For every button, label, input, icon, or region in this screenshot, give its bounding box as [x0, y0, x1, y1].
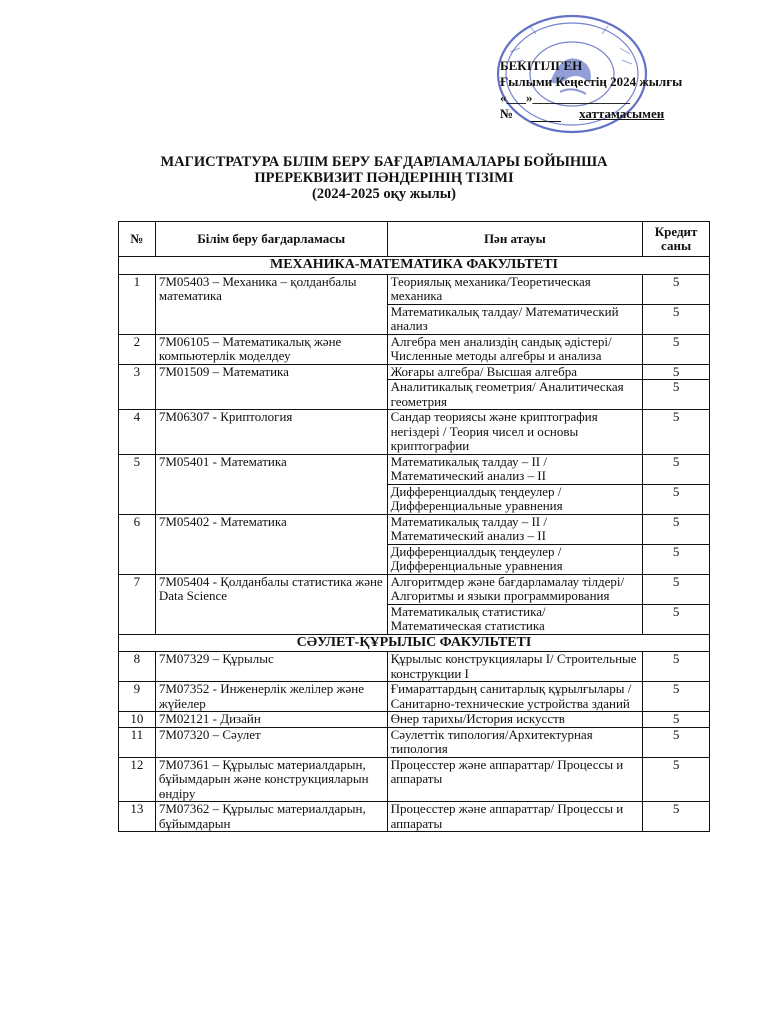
- credit-cell: 5: [643, 682, 710, 712]
- credit-cell: 5: [643, 484, 710, 514]
- table-row: [119, 802, 710, 832]
- faculty-row: [119, 634, 710, 652]
- program-cell: 7M07361 – Құрылыс материалдарын, бұйымдарын және конструкцияларын өндіру: [155, 757, 387, 802]
- program-cell: 7M07329 – Құрылыс: [155, 652, 387, 682]
- subject-cell: Математикалық талдау – II / Математический анализ – II: [387, 454, 643, 484]
- row-number: 3: [119, 364, 156, 410]
- credit-cell: 5: [643, 802, 710, 832]
- table-header-row: [119, 222, 710, 257]
- program-cell: 7M05404 - Қолданбалы статистика және Data Science: [155, 574, 387, 634]
- table-row: [119, 757, 710, 802]
- credit-cell: 5: [643, 652, 710, 682]
- credit-cell: 5: [643, 712, 710, 728]
- approval-number-label: №: [500, 106, 514, 121]
- header-subject: Пән атауы: [387, 222, 643, 257]
- subject-cell: Процесстер және аппараттар/ Процессы и аппараты: [387, 802, 643, 832]
- subject-cell: Математикалық статистика/ Математическая статистика: [387, 604, 643, 634]
- subject-cell: Дифференциалдық теңдеулер / Дифференциальные уравнения: [387, 484, 643, 514]
- row-number: 1: [119, 274, 156, 334]
- approval-protocol: [500, 106, 730, 122]
- approval-date: «___»_______________: [500, 90, 630, 105]
- row-number: 2: [119, 334, 156, 364]
- program-cell: 7M05401 - Математика: [155, 454, 387, 514]
- header-program: Білім беру бағдарламасы: [155, 222, 387, 257]
- row-number: 12: [119, 757, 156, 802]
- program-cell: 7M07320 – Сәулет: [155, 727, 387, 757]
- program-cell: 7M06105 – Математикалық және компьютерлік моделдеу: [155, 334, 387, 364]
- table-body: [119, 257, 710, 832]
- approval-block: [500, 58, 730, 122]
- table-row: [119, 652, 710, 682]
- prerequisites-table: [118, 221, 710, 832]
- program-cell: 7M07362 – Құрылыс материалдарын, бұйымдарын: [155, 802, 387, 832]
- program-cell: 7M05402 - Математика: [155, 514, 387, 574]
- row-number: 5: [119, 454, 156, 514]
- faculty-name: МЕХАНИКА-МАТЕМАТИКА ФАКУЛЬТЕТІ: [119, 257, 710, 275]
- row-number: 4: [119, 410, 156, 455]
- program-cell: 7M05403 – Механика – қолданбалы математика: [155, 274, 387, 334]
- table-row: [119, 334, 710, 364]
- credit-cell: 5: [643, 544, 710, 574]
- credit-cell: 5: [643, 514, 710, 544]
- credit-cell: 5: [643, 380, 710, 410]
- row-number: 11: [119, 727, 156, 757]
- table-row: [119, 364, 710, 380]
- credit-cell: 5: [643, 574, 710, 604]
- program-cell: 7M01509 – Математика: [155, 364, 387, 410]
- credit-cell: 5: [643, 334, 710, 364]
- program-cell: 7M07352 - Инженерлік желілер және жүйелер: [155, 682, 387, 712]
- subject-cell: Математикалық талдау/ Математический анализ: [387, 304, 643, 334]
- credit-cell: 5: [643, 757, 710, 802]
- table-row: [119, 514, 710, 544]
- faculty-row: [119, 257, 710, 275]
- credit-cell: 5: [643, 604, 710, 634]
- header-number: №: [119, 222, 156, 257]
- credit-cell: 5: [643, 410, 710, 455]
- subject-cell: Процесстер және аппараттар/ Процессы и аппараты: [387, 757, 643, 802]
- program-cell: 7M06307 - Криптология: [155, 410, 387, 455]
- credit-cell: 5: [643, 364, 710, 380]
- table-row: [119, 410, 710, 455]
- row-number: 13: [119, 802, 156, 832]
- title-line-1: МАГИСТРАТУРА БІЛІМ БЕРУ БАҒДАРЛАМАЛАРЫ БОЙЫНША: [160, 154, 608, 170]
- title-line-3: (2024-2025 оқу жылы): [312, 186, 456, 202]
- row-number: 7: [119, 574, 156, 634]
- subject-cell: Ғимараттардың санитарлық құрылғылары / Санитарно-технические устройства зданий: [387, 682, 643, 712]
- row-number: 10: [119, 712, 156, 728]
- table-row: [119, 574, 710, 604]
- table-row: [119, 682, 710, 712]
- approval-number-blank: [531, 106, 561, 122]
- faculty-name: СӘУЛЕТ-ҚҰРЫЛЫС ФАКУЛЬТЕТІ: [119, 634, 710, 652]
- credit-cell: 5: [643, 727, 710, 757]
- subject-cell: Алгоритмдер және бағдарламалау тілдері/ Алгоритмы и языки программирования: [387, 574, 643, 604]
- credit-cell: 5: [643, 304, 710, 334]
- credit-cell: 5: [643, 454, 710, 484]
- subject-cell: Өнер тарихы/История искусств: [387, 712, 643, 728]
- credit-cell: 5: [643, 274, 710, 304]
- header-credits: Кредит саны: [643, 222, 710, 257]
- title-line-2: ПРЕРЕКВИЗИТ ПӘНДЕРІНІҢ ТІЗІМІ: [254, 170, 514, 186]
- row-number: 6: [119, 514, 156, 574]
- subject-cell: Дифференциалдық теңдеулер / Дифференциальные уравнения: [387, 544, 643, 574]
- table-row: [119, 712, 710, 728]
- subject-cell: Алгебра мен анализдің сандық әдістері/ Численные методы алгебры и анализа: [387, 334, 643, 364]
- subject-cell: Сандар теориясы және криптография негіздері / Теория чисел и основы криптографии: [387, 410, 643, 455]
- approval-title: БЕКІТІЛГЕН: [500, 58, 583, 73]
- approval-council: Ғылыми Кеңестің 2024 жылғы: [500, 74, 683, 89]
- table-row: [119, 274, 710, 304]
- subject-cell: Сәулеттік типология/Архитектурная типология: [387, 727, 643, 757]
- table-row: [119, 454, 710, 484]
- subject-cell: Математикалық талдау – II / Математический анализ – II: [387, 514, 643, 544]
- document-title: [0, 154, 768, 202]
- row-number: 8: [119, 652, 156, 682]
- subject-cell: Құрылыс конструкциялары I/ Строительные конструкции I: [387, 652, 643, 682]
- approval-protocol-label: хаттамасымен: [579, 106, 665, 121]
- program-cell: 7M02121 - Дизайн: [155, 712, 387, 728]
- subject-cell: Аналитикалық геометрия/ Аналитическая геометрия: [387, 380, 643, 410]
- subject-cell: Теориялық механика/Теоретическая механика: [387, 274, 643, 304]
- subject-cell: Жоғары алгебра/ Высшая алгебра: [387, 364, 643, 380]
- row-number: 9: [119, 682, 156, 712]
- table-row: [119, 727, 710, 757]
